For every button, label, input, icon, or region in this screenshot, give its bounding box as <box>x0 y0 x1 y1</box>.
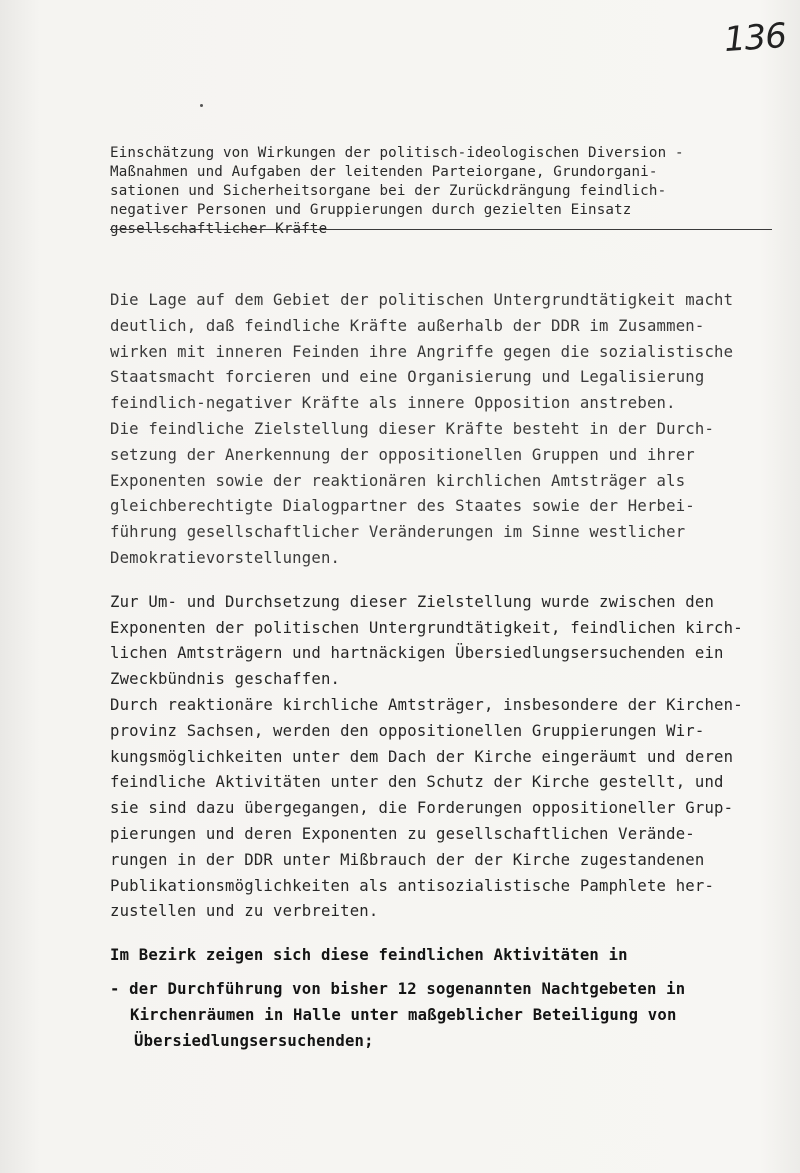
list-item-line: - der Durchführung von bisher 12 sogenannten Nachtgebeten in <box>110 979 686 998</box>
text-line: Zur Um- und Durchsetzung dieser Zielstellung wurde zwischen den <box>110 592 715 611</box>
title-line: Maßnahmen und Aufgaben der leitenden Parteiorgane, Grundorgani- <box>110 164 658 180</box>
text-line: pierungen und deren Exponenten zu gesellschaftlichen Verände- <box>110 824 695 843</box>
text-line: führung gesellschaftlicher Veränderungen im Sinne westlicher <box>110 523 686 542</box>
text-line: rungen in der DDR unter Mißbrauch der der Kirche zugestandenen <box>110 850 705 869</box>
text-line: Die Lage auf dem Gebiet der politischen Untergrundtätigkeit macht <box>110 291 734 309</box>
bullet-list <box>110 977 790 1054</box>
text-line: provinz Sachsen, werden den oppositionellen Gruppierungen Wir- <box>110 721 705 740</box>
paragraph-2 <box>110 590 790 925</box>
text-line: Demokratievorstellungen. <box>110 548 341 567</box>
text-line: wirken mit inneren Feinden ihre Angriffe gegen die sozialistische <box>110 342 734 361</box>
text-line: zustellen und zu verbreiten. <box>110 902 379 921</box>
text-line: Publikationsmöglichkeiten als antisozialistische Pamphlete her- <box>110 876 715 895</box>
scan-speck <box>200 104 203 107</box>
paragraph-3 <box>110 943 790 969</box>
text-line: Zweckbündnis geschaffen. <box>110 670 341 689</box>
text-line: setzung der Anerkennung der oppositionellen Gruppen und ihrer <box>110 445 695 464</box>
text-line: feindlich-negativer Kräfte als innere Opposition anstreben. <box>110 394 676 413</box>
paragraph-gap <box>110 969 790 977</box>
text-line: gleichberechtigte Dialogpartner des Staates sowie der Herbei- <box>110 497 695 516</box>
paragraph-gap <box>110 572 790 590</box>
text-line: kungsmöglichkeiten unter dem Dach der Kirche eingeräumt und deren <box>110 747 734 766</box>
title-underline <box>110 229 772 230</box>
text-line: Durch reaktionäre kirchliche Amtsträger, insbesondere der Kirchen- <box>110 695 743 714</box>
text-line: lichen Amtsträgern und hartnäckigen Übersiedlungsersuchenden ein <box>110 644 724 663</box>
text-line: Exponenten der politischen Untergrundtätigkeit, feindlichen kirch- <box>110 618 743 637</box>
list-item-line: Übersiedlungsersuchenden; <box>134 1031 374 1050</box>
text-line: deutlich, daß feindliche Kräfte außerhalb der DDR im Zusammen- <box>110 316 705 335</box>
text-line: Exponenten sowie der reaktionären kirchlichen Amtsträger als <box>110 471 686 490</box>
text-line: Staatsmacht forcieren und eine Organisierung und Legalisierung <box>110 368 705 387</box>
page-number: 136 <box>722 15 788 61</box>
paragraph-gap <box>110 925 790 943</box>
text-line: Im Bezirk zeigen sich diese feindlichen Aktivitäten in <box>110 946 628 965</box>
title-line: sationen und Sicherheitsorgane bei der Zurückdrängung feindlich- <box>110 183 667 199</box>
document-body <box>110 288 790 1054</box>
list-item-line: Kirchenräumen in Halle unter maßgeblicher Beteiligung von <box>130 1005 677 1024</box>
list-item <box>110 977 790 1054</box>
document-title <box>110 144 790 239</box>
text-line: feindliche Aktivitäten unter den Schutz der Kirche gestellt, und <box>110 773 724 792</box>
title-line: negativer Personen und Gruppierungen durch gezielten Einsatz <box>110 202 632 218</box>
title-line: Einschätzung von Wirkungen der politisch-ideologischen Diversion - <box>110 145 684 161</box>
text-line: Die feindliche Zielstellung dieser Kräfte besteht in der Durch- <box>110 419 715 438</box>
title-line: gesellschaftlicher Kräfte <box>110 221 328 237</box>
text-line: sie sind dazu übergegangen, die Forderungen oppositioneller Grup- <box>110 799 734 818</box>
paragraph-1 <box>110 288 790 572</box>
